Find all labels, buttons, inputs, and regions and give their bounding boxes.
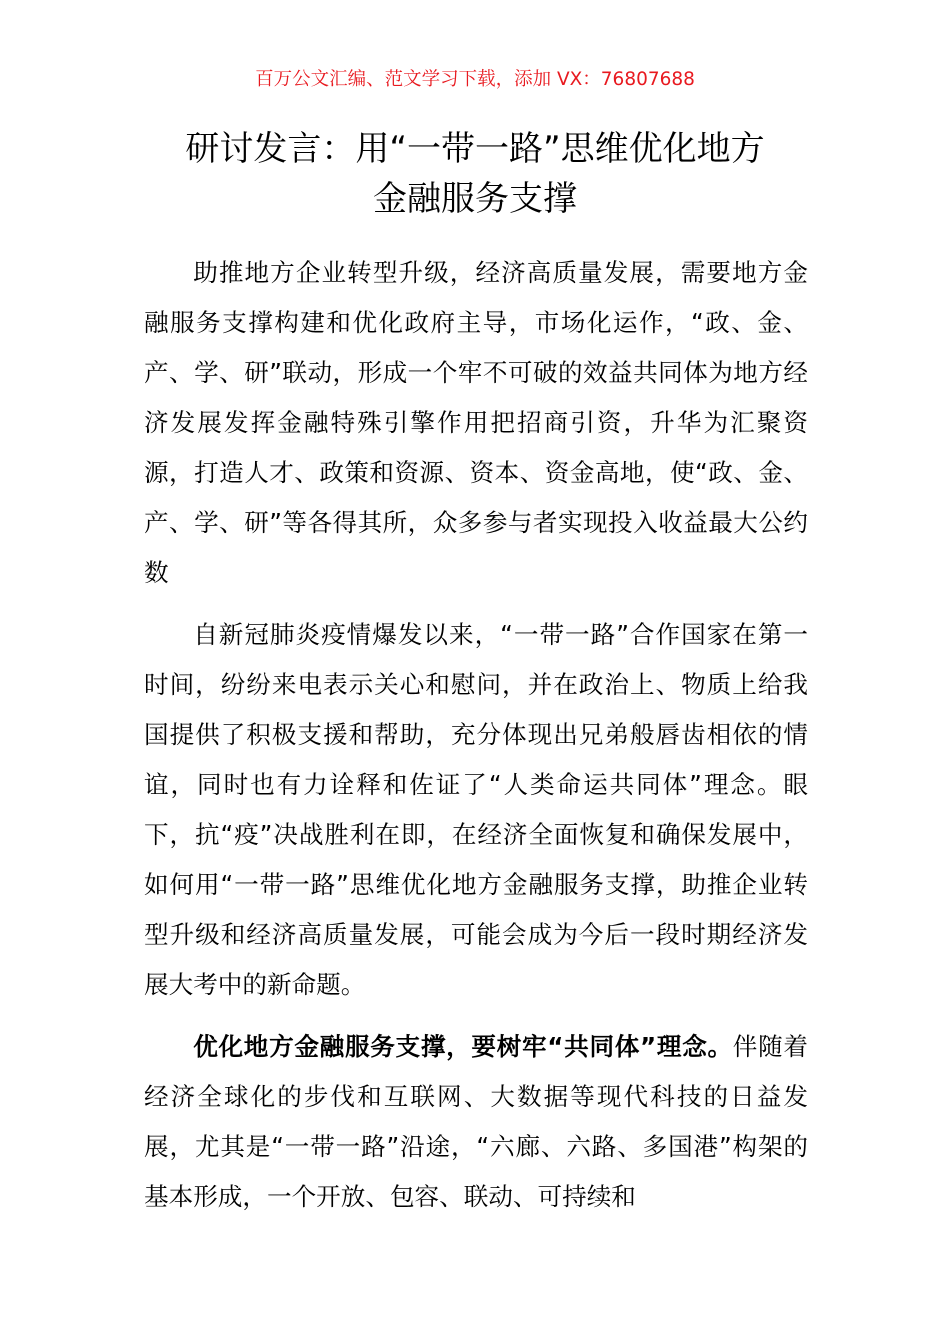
title-line-1: 研讨发言：用“一带一路”思维优化地方 [185,129,765,169]
watermark-header: 百万公文汇编、范文学习下载，添加 VX：76807688 [255,69,695,90]
title-line-2: 金融服务支撑 [373,179,577,219]
paragraph-3-text: 伴随着经济全球化的步伐和互联网、大数据等现代科技的日益发展，尤其是“一带一路”沿途，“六廊、六路、多国港”构架的基本形成，一个开放、包容、联动、可持续和 [144,1032,808,1211]
paragraph-3 [144,1022,808,1222]
paragraph-1: 助推地方企业转型升级，经济高质量发展，需要地方金融服务支撑构建和优化政府主导，市场化运作，“政、金、产、学、研”联动，形成一个牢不可破的效益共同体为地方经济发展发挥金融特殊引擎作用把招商引资，升华为汇聚资源，打造人才、政策和资源、资本、资金高地，使“政、金、产、学、研”等各得其所，众多参与者实现投入收益最大公约数 [144,258,808,587]
document-title [100,124,850,224]
paragraph-2: 自新冠肺炎疫情爆发以来，“一带一路”合作国家在第一时间，纷纷来电表示关心和慰问，并在政治上、物质上给我国提供了积极支援和帮助，充分体现出兄弟般唇齿相依的情谊，同时也有力诠释和佐证了“人类命运共同体”理念。眼下，抗“疫”决战胜利在即，在经济全面恢复和确保发展中，如何用“一带一路”思维优化地方金融服务支撑，助推企业转型升级和经济高质量发展，可能会成为今后一段时期经济发展大考中的新命题。 [144,620,808,999]
paragraph-3-heading: 优化地方金融服务支撑，要树牢“共同体”理念。 [193,1032,733,1061]
document-body [144,248,808,1222]
